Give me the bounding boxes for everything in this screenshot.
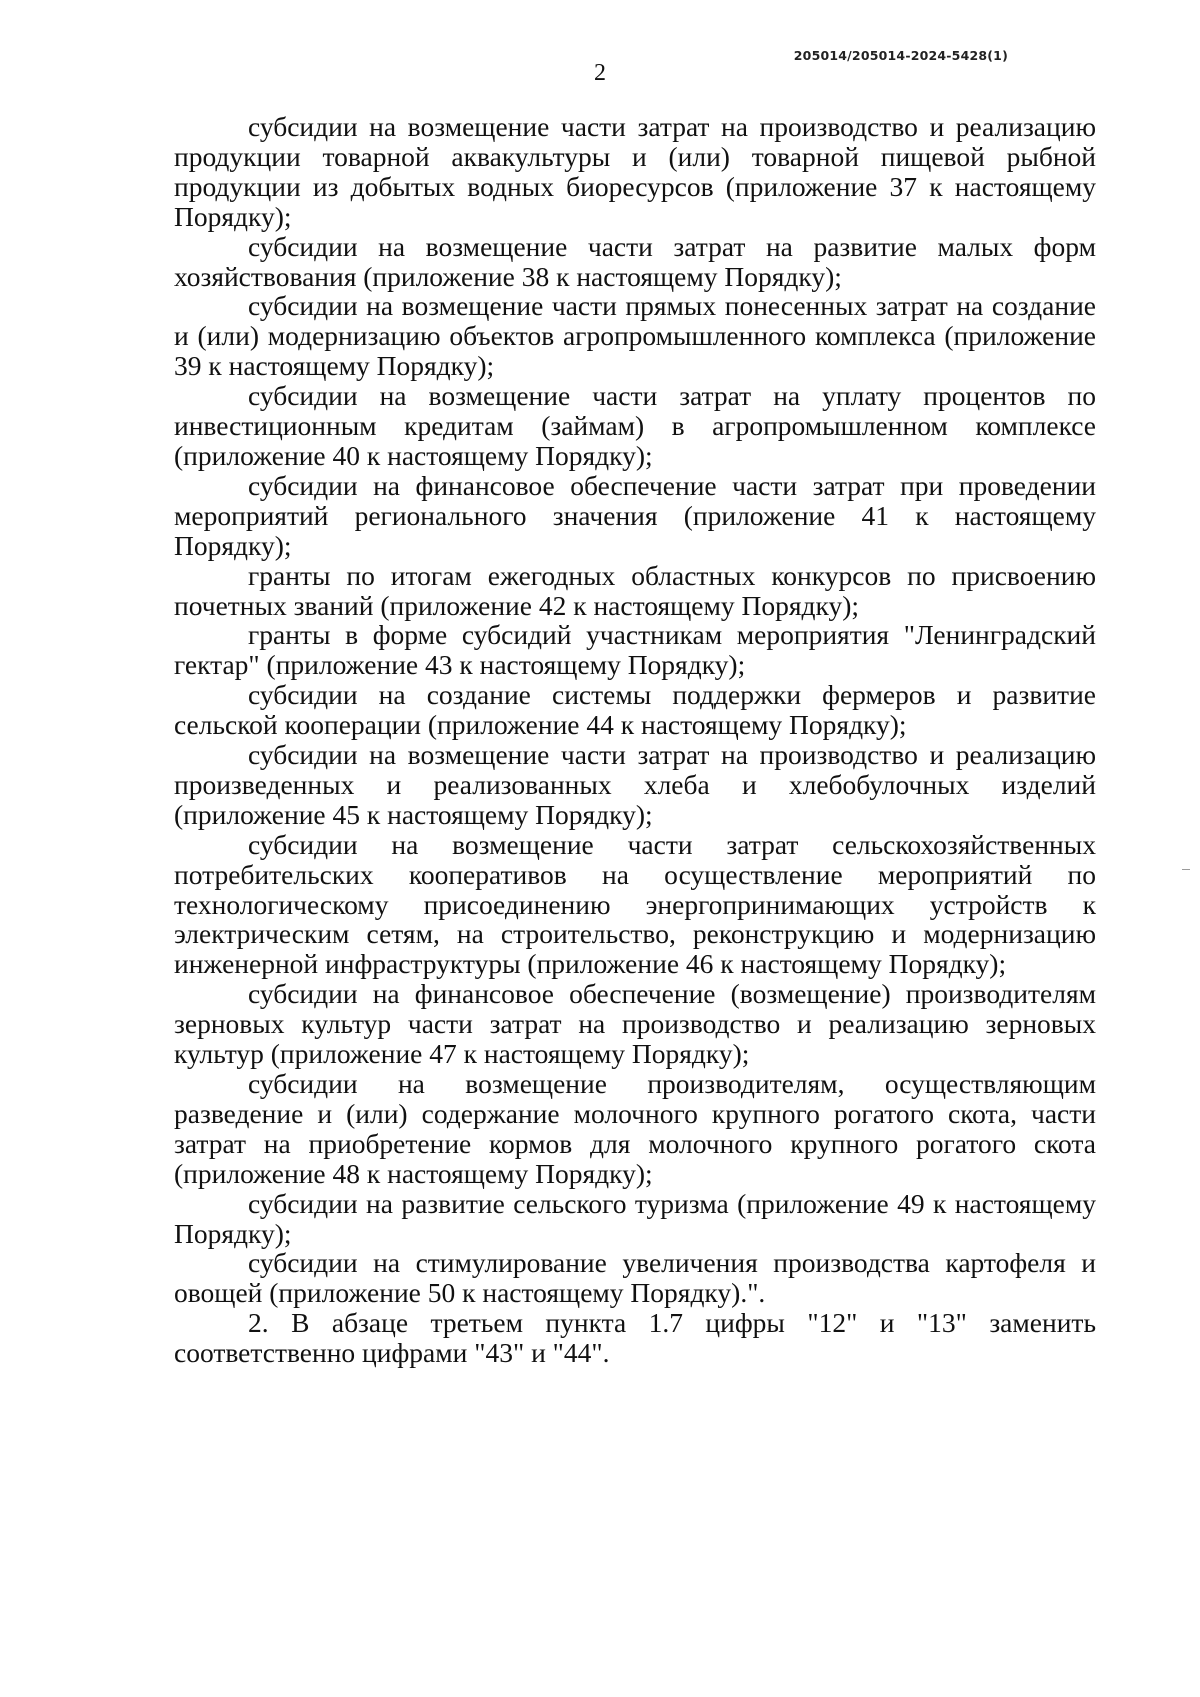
paragraph: гранты по итогам ежегодных областных конкурсов по присвоению почетных званий (приложение 42 к настоящему Порядку); [174, 559, 1096, 621]
page-number: 2 [594, 60, 606, 86]
paragraph: субсидии на финансовое обеспечение части затрат при проведении мероприятий регионального значения (приложение 41 к настоящему Порядку); [174, 469, 1096, 561]
paragraph: субсидии на развитие сельского туризма (приложение 49 к настоящему Порядку); [174, 1187, 1096, 1249]
paragraph: субсидии на возмещение части затрат на производство и реализацию продукции товарной аквакультуры и (или) товарной пищевой рыбной продукции из добытых водных биоресурсов (приложение 37 к настоящему Порядку); [174, 111, 1096, 232]
document-body [174, 112, 1096, 1368]
scan-mark [1182, 869, 1190, 870]
paragraph: субсидии на финансовое обеспечение (возмещение) производителям зерновых культур части затрат на производство и реализацию зерновых культур (приложение 47 к настоящему Порядку); [174, 978, 1096, 1070]
paragraph: субсидии на возмещение части затрат сельскохозяйственных потребительских кооперативов на осуществление мероприятий по технологическому присоединению энергопринимающих устройств к электрическим сетям, на строительство, реконструкцию и модернизацию инженерной инфраструктуры (приложение 46 к настоящему Порядку); [174, 828, 1096, 980]
paragraph: субсидии на возмещение части прямых понесенных затрат на создание и (или) модернизацию объектов агропромышленного комплекса (приложение 39 к настоящему Порядку); [174, 290, 1096, 382]
paragraph: субсидии на возмещение части затрат на развитие малых форм хозяйствования (приложение 38 к настоящему Порядку); [174, 230, 1096, 292]
paragraph: субсидии на возмещение части затрат на уплату процентов по инвестиционным кредитам (займам) в агропромышленном комплексе (приложение 40 к настоящему Порядку); [174, 380, 1096, 471]
paragraph: субсидии на возмещение части затрат на производство и реализацию произведенных и реализованных хлеба и хлебобулочных изделий (приложение 45 к настоящему Порядку); [174, 739, 1096, 830]
paragraph: субсидии на возмещение производителям, осуществляющим разведение и (или) содержание молочного крупного рогатого скота, части затрат на приобретение кормов для молочного крупного рогатого скота (приложение 48 к настоящему Порядку); [174, 1068, 1096, 1189]
paragraph: гранты в форме субсидий участникам мероприятия "Ленинградский гектар" (приложение 43 к настоящему Порядку); [174, 619, 1096, 681]
paragraph: субсидии на стимулирование увеличения производства картофеля и овощей (приложение 50 к настоящему Порядку).". [174, 1247, 1096, 1309]
paragraph: 2. В абзаце третьем пункта 1.7 цифры "12" и "13" заменить соответственно цифрами "43" и "44". [174, 1307, 1096, 1369]
document-code: 205014/205014-2024-5428(1) [793, 48, 1008, 63]
paragraph: субсидии на создание системы поддержки фермеров и развитие сельской кооперации (приложение 44 к настоящему Порядку); [174, 679, 1096, 741]
